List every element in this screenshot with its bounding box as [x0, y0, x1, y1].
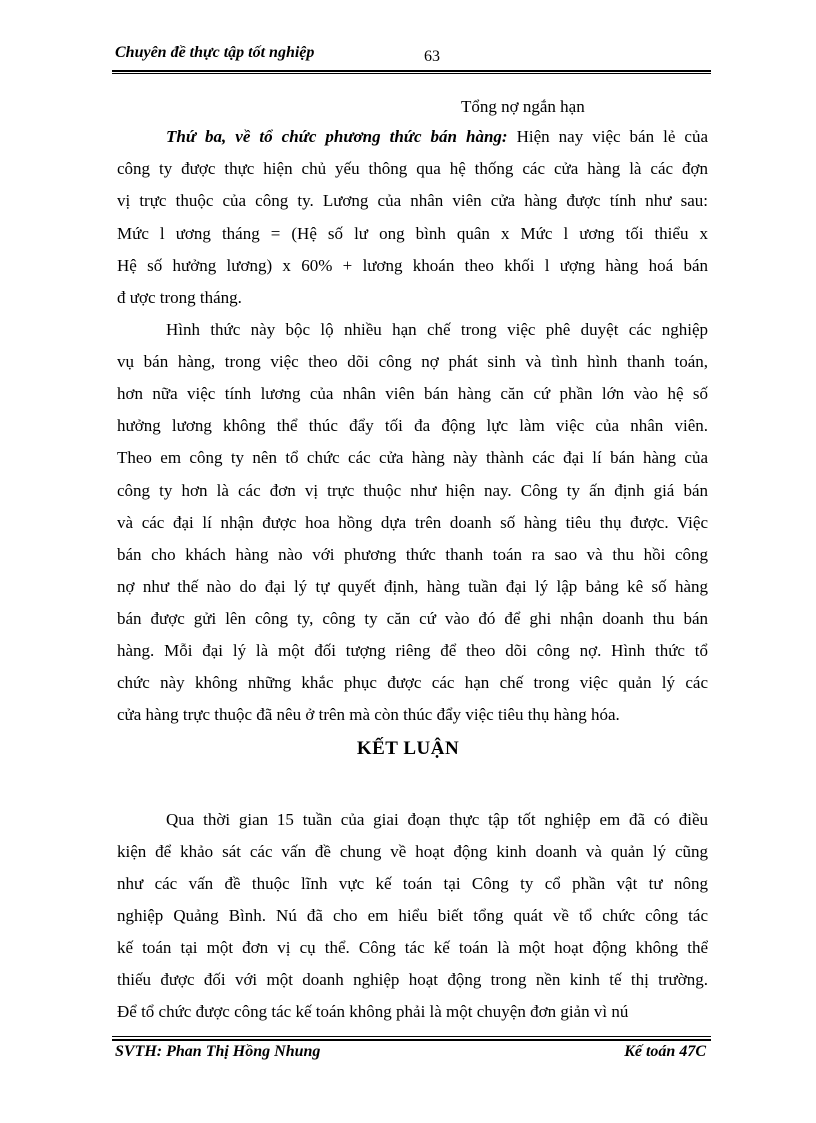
footer-author: SVTH: Phan Thị Hồng Nhung — [115, 1043, 321, 1060]
header-rule — [112, 70, 711, 72]
paragraph-line: hưởng lương không thể thúc đẩy tối đa động lực làm việc của nhân viên. — [117, 416, 708, 435]
paragraph-line: Hệ số hưởng lương) x 60% + lương khoán theo khối l ượng hàng hoá bán — [117, 256, 708, 275]
paragraph-line: Hình thức này bộc lộ nhiều hạn chế trong việc phê duyệt các nghiệp — [166, 320, 708, 339]
paragraph-line: Qua thời gian 15 tuần của giai đoạn thực tập tốt nghiệp em đã có điều — [166, 810, 708, 829]
paragraph-line: nợ như thế nào do đại lý tự quyết định, hàng tuần đại lý lập bảng kê số hàng — [117, 577, 708, 596]
paragraph-line: đ ược trong tháng. — [117, 288, 242, 307]
paragraph-line: Để tổ chức được công tác kế toán không phải là một chuyện đơn giản vì nú — [117, 1002, 629, 1021]
paragraph-line: vụ bán hàng, trong việc theo dõi công nợ phát sinh và tình hình thanh toán, — [117, 352, 708, 371]
header-rule-thin — [112, 73, 711, 74]
paragraph-line: bán cho khách hàng nào với phương thức thanh toán ra sao và thu hồi công — [117, 545, 708, 564]
page-number: 63 — [424, 48, 440, 65]
paragraph-line: như các vấn đề thuộc lĩnh vực kế toán tại Công ty cổ phần vật tư nông — [117, 874, 708, 893]
paragraph-line: hàng. Mỗi đại lý là một đối tượng riêng để theo dõi công nợ. Hình thức tổ — [117, 641, 708, 660]
paragraph-line — [166, 127, 708, 147]
header-title: Chuyên đề thực tập tốt nghiệp — [115, 44, 315, 61]
footer-class: Kế toán 47C — [624, 1043, 706, 1060]
footer-rule — [112, 1039, 711, 1041]
formula-denominator: Tổng nợ ngắn hạn — [461, 97, 585, 116]
paragraph-line: hơn nữa việc tính lương của nhân viên bán hàng căn cứ phần lớn vào hệ số — [117, 384, 708, 403]
paragraph-line: công ty được thực hiện chủ yếu thông qua hệ thống các cửa hàng là các đợn — [117, 159, 708, 178]
section-lead: Thứ ba, về tổ chức phương thức bán hàng: — [166, 127, 508, 146]
paragraph-line: vị trực thuộc của công ty. Lương của nhân viên cửa hàng được tính như sau: — [117, 191, 708, 210]
paragraph-line: Theo em công ty nên tổ chức các cửa hàng này thành các đại lí bán hàng của — [117, 448, 708, 467]
paragraph-line: nghiệp Quảng Bình. Nú đã cho em hiểu biết tổng quát về tổ chức công tác — [117, 906, 708, 925]
paragraph-line: chức này không những khắc phục được các hạn chế trong việc quản lý các — [117, 673, 708, 692]
paragraph-text: Hiện nay việc bán lẻ của — [507, 127, 708, 146]
paragraph-line: và các đại lí nhận được hoa hồng dựa trên doanh số hàng tiêu thụ được. Việc — [117, 513, 708, 532]
paragraph-line: cửa hàng trực thuộc đã nêu ở trên mà còn thúc đẩy việc tiêu thụ hàng hóa. — [117, 705, 620, 724]
paragraph-line: kế toán tại một đơn vị cụ thể. Công tác kế toán là một hoạt động không thể — [117, 938, 708, 957]
paragraph-line: Mức l ương tháng = (Hệ số lư ong bình quân x Mức l ương tối thiểu x — [117, 224, 708, 243]
paragraph-line: công ty hơn là các đơn vị trực thuộc như hiện nay. Công ty ấn định giá bán — [117, 481, 708, 500]
paragraph-line: thiếu được đối với một doanh nghiệp hoạt động trong nền kinh tế thị trường. — [117, 970, 708, 989]
footer-rule-thin — [112, 1036, 711, 1037]
paragraph-line: kiện để khảo sát các vấn đề chung về hoạt động kinh doanh và quản lý cũng — [117, 842, 708, 861]
section-heading: KẾT LUẬN — [356, 738, 460, 759]
paragraph-line: bán được gửi lên công ty, công ty căn cứ vào đó để ghi nhận doanh thu bán — [117, 609, 708, 628]
